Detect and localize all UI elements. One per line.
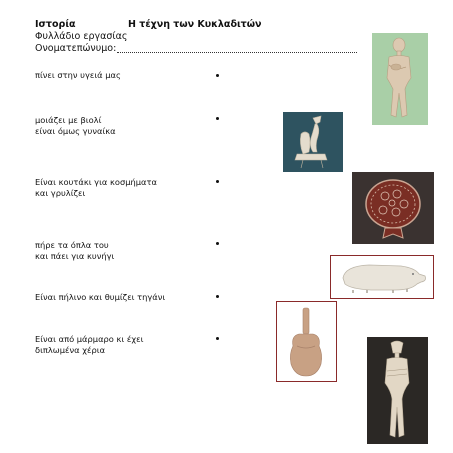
frying-pan-image[interactable]	[352, 172, 434, 244]
item-4-line1: πήρε τα όπλα του	[35, 240, 109, 250]
item-4	[35, 240, 114, 262]
item-3-line1: Είναι κουτάκι για κοσμήματα	[35, 177, 157, 187]
match-dot-3[interactable]	[216, 180, 219, 183]
violin-figurine-svg	[283, 112, 343, 172]
item-6-line1: Είναι από μάρμαρο κι έχει	[35, 334, 144, 344]
item-1-line1: πίνει στην υγειά μας	[35, 70, 121, 80]
item-3	[35, 177, 157, 199]
item-3-line2: και γρυλίζει	[35, 188, 86, 198]
match-dot-1[interactable]	[216, 74, 219, 77]
match-dot-6[interactable]	[216, 337, 219, 340]
pig-box-svg	[331, 256, 433, 298]
violin-figurine-image[interactable]	[283, 112, 343, 172]
item-5	[35, 292, 165, 303]
match-dot-2[interactable]	[216, 117, 219, 120]
match-dot-4[interactable]	[216, 242, 219, 245]
figurine-drinking-svg	[372, 33, 428, 125]
worksheet-label: Φυλλάδιο εργασίας	[35, 31, 128, 42]
subject-label: Ιστορία	[35, 19, 76, 30]
match-dot-5[interactable]	[216, 295, 219, 298]
folded-arms-figurine-image[interactable]	[367, 337, 428, 444]
item-5-line1: Είναι πήλινο και θυμίζει τηγάνι	[35, 292, 166, 302]
page-title: Η τέχνη των Κυκλαδιτών	[128, 19, 262, 30]
item-2	[35, 115, 116, 137]
name-label: Ονοματεπώνυμο:	[35, 43, 117, 54]
item-2-line2: είναι όμως γυναίκα	[35, 126, 116, 136]
name-row	[35, 43, 357, 55]
item-2-line1: μοιάζει με βιολί	[35, 115, 102, 125]
clay-violin-svg	[277, 302, 336, 381]
item-1	[35, 70, 121, 81]
item-6-line2: διπλωμένα χέρια	[35, 345, 106, 355]
figurine-drinking-image[interactable]	[372, 33, 428, 125]
item-4-line2: και πάει για κυνήγι	[35, 251, 115, 261]
frying-pan-svg	[352, 172, 434, 244]
item-6	[35, 334, 143, 356]
folded-arms-figurine-svg	[367, 337, 428, 444]
pig-box-image[interactable]	[330, 255, 434, 299]
clay-violin-image[interactable]	[276, 301, 337, 382]
name-field[interactable]	[117, 43, 357, 53]
